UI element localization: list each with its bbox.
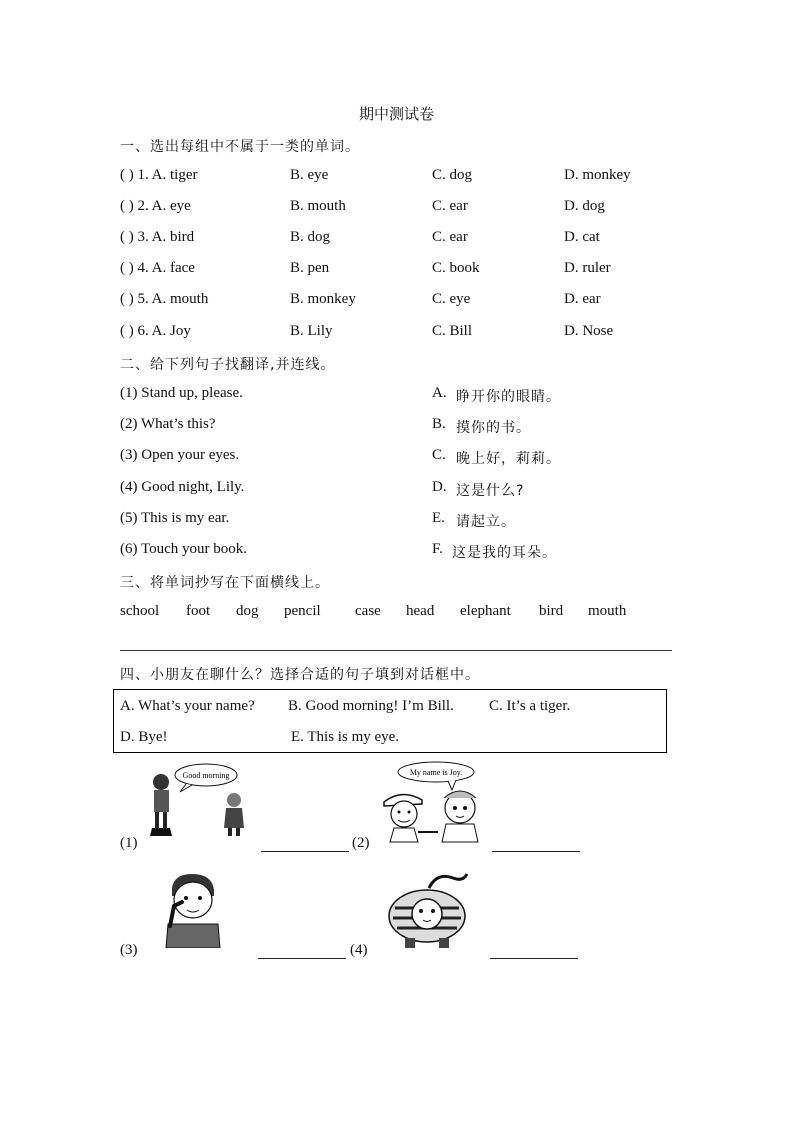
answer-blank-1[interactable] [261, 851, 349, 852]
sentence-4: (4) Good night, Lily. [120, 479, 245, 495]
sentence-3: (3) Open your eyes. [120, 447, 240, 463]
q6-a: ( ) 6. A. Joy [120, 323, 191, 339]
q3-a: ( ) 3. A. bird [120, 229, 195, 245]
q3-d: D. cat [564, 229, 600, 245]
section2-heading: 二、给下列句子找翻译,并连线。 [120, 357, 336, 373]
q6-d: D. Nose [564, 323, 614, 339]
translation-letter-b: B. [432, 416, 446, 432]
translation-a: 睁开你的眼睛。 [456, 389, 561, 405]
translation-letter-d: D. [432, 479, 447, 495]
q3-b: B. dog [290, 229, 331, 245]
q5-a: ( ) 5. A. mouth [120, 291, 209, 307]
sentence-5: (5) This is my ear. [120, 510, 230, 526]
answer-blank-4[interactable] [490, 958, 578, 959]
translation-letter-e: E. [432, 510, 445, 526]
sentence-1: (1) Stand up, please. [120, 385, 243, 401]
word-mouth: mouth [588, 603, 627, 619]
picture-1-good-morning [146, 758, 252, 842]
label-4: (4) [350, 942, 368, 958]
section3-heading: 三、将单词抄写在下面横线上。 [120, 575, 330, 591]
picture-3-boy-pointing-eye [160, 870, 224, 948]
q1-c: C. dog [432, 167, 473, 183]
word-head: head [406, 603, 435, 619]
label-2: (2) [352, 835, 370, 851]
q2-c: C. ear [432, 198, 468, 214]
translation-letter-a: A. [432, 385, 447, 401]
option-b: B. Good morning! I’m Bill. [288, 698, 454, 714]
sentence-6: (6) Touch your book. [120, 541, 247, 557]
page-title: 期中测试卷 [358, 107, 434, 123]
word-school: school [120, 603, 160, 619]
option-d: D. Bye! [120, 729, 168, 745]
translation-b: 摸你的书。 [456, 420, 531, 436]
translation-letter-f: F. [432, 541, 443, 557]
picture-2-my-name-is-joy [378, 758, 490, 844]
label-1: (1) [120, 835, 138, 851]
answer-blank-2[interactable] [492, 851, 580, 852]
option-e: E. This is my eye. [291, 729, 400, 745]
word-case: case [355, 603, 381, 619]
word-bird: bird [539, 603, 564, 619]
q6-b: B. Lily [290, 323, 333, 339]
word-dog: dog [236, 603, 259, 619]
sentence-2: (2) What’s this? [120, 416, 216, 432]
q2-b: B. mouth [290, 198, 346, 214]
option-c: C. It’s a tiger. [489, 698, 571, 714]
bubble-good-morning: Good morning [182, 771, 230, 780]
q1-d: D. monkey [564, 167, 631, 183]
word-pencil: pencil [284, 603, 321, 619]
q4-b: B. pen [290, 260, 330, 276]
bubble-my-name-is-joy: My name is Joy. [409, 768, 463, 777]
q4-d: D. ruler [564, 260, 611, 276]
translation-e: 请起立。 [456, 514, 516, 530]
translation-f: 这是我的耳朵。 [452, 545, 557, 561]
section1-heading: 一、选出每组中不属于一类的单词。 [120, 139, 360, 155]
picture-4-tiger [383, 868, 475, 950]
q1-a: ( ) 1. A. tiger [120, 167, 198, 183]
q2-d: D. dog [564, 198, 605, 214]
section4-heading: 四、小朋友在聊什么？选择合适的句子填到对话框中。 [120, 667, 480, 683]
q4-c: C. book [432, 260, 480, 276]
q5-c: C. eye [432, 291, 471, 307]
q4-a: ( ) 4. A. face [120, 260, 195, 276]
q5-d: D. ear [564, 291, 601, 307]
translation-c: 晚上好，莉莉。 [456, 451, 561, 467]
q6-c: C. Bill [432, 323, 473, 339]
label-3: (3) [120, 942, 138, 958]
q1-b: B. eye [290, 167, 329, 183]
q2-a: ( ) 2. A. eye [120, 198, 191, 214]
word-foot: foot [186, 603, 211, 619]
option-a: A. What’s your name? [120, 698, 255, 714]
translation-letter-c: C. [432, 447, 446, 463]
q3-c: C. ear [432, 229, 468, 245]
word-elephant: elephant [460, 603, 511, 619]
answer-blank-3[interactable] [258, 958, 346, 959]
q5-b: B. monkey [290, 291, 356, 307]
copy-writing-line[interactable] [120, 650, 672, 651]
translation-d: 这是什么? [456, 483, 525, 499]
